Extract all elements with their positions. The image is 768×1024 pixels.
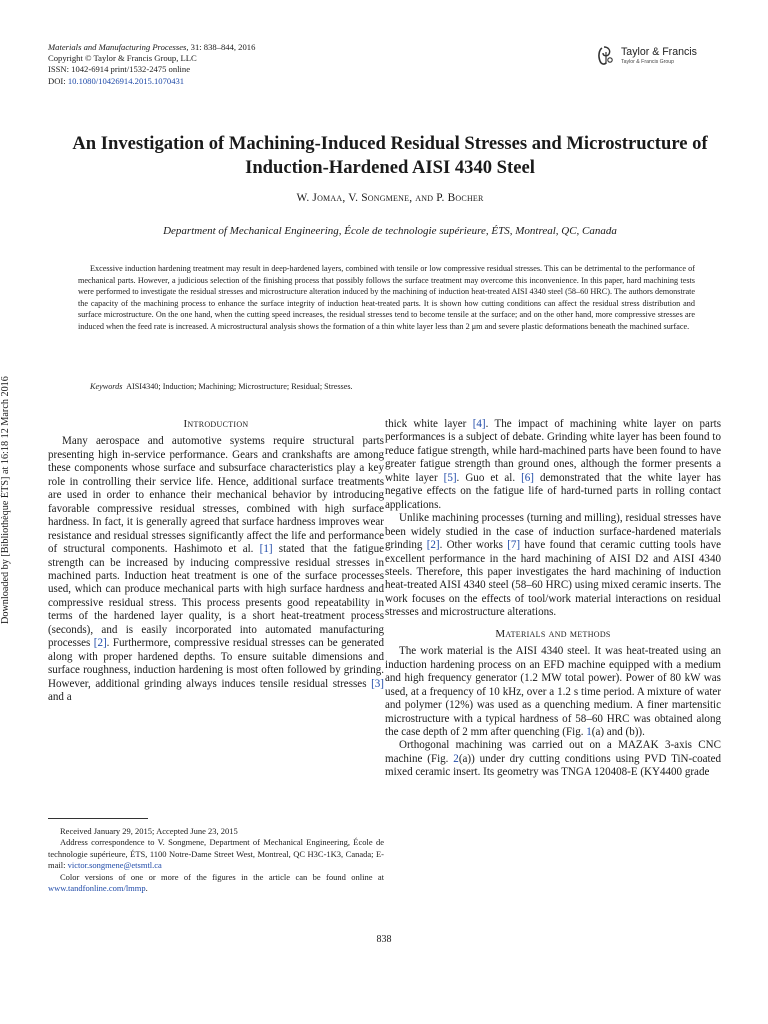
volume-pages: , 31: 838–844, 2016 (186, 42, 256, 52)
citation-link-5[interactable]: [5] (443, 471, 457, 484)
publisher-group: Taylor & Francis Group (621, 59, 675, 65)
text-run: (a)) under dry cutting conditions using PVD TiN-coated mixed ceramic insert. Its geometry was TNGA 120408-E (KY4400 grade (385, 752, 722, 779)
section-heading-introduction: Introduction (183, 418, 249, 430)
section-heading-materials: Materials and methods (495, 627, 611, 640)
abstract: Excessive induction hardening treatment may result in deep-hardened layers, combined with tensile or low compressive residual stresses. This can be detrimental to the performance of mechanical parts. However, a judicious selection of the finishing process that possibly follows the surface treatment may overcome this inconvenience. In this paper, hard machining tests were performed to investigate the residual stresses and microstructure alteration induced by the machining of induction heat-treated AISI 4340 steel (58–60 HRC). The authors demonstrate the capacity of the machining process to enhance the surface integrity of induction heat-treated parts. It is shown how cutting conditions can affect the residual stress distribution and surface microstructure. On the one hand, when the cutting speed increases, the residual stresses tend to become tensile at the surface; and on the other hand, more compressive stresses are induced when the feed rate is increased. A microstructural analysis shows the formation of a thin white layer less than 2 μm and severe plastic deformations beneath the machined surface. (78, 264, 695, 331)
text-run: thick white layer (385, 418, 473, 430)
doi-line (48, 76, 468, 87)
author-affiliation: Department of Mechanical Engineering, École de technologie supérieure, ÉTS, Montreal, QC, Canada (163, 225, 617, 237)
text-run: Orthogonal machining was carried out on a MAZAK 3-axis CNC machine (Fig. (385, 739, 721, 765)
figure-link-1[interactable]: 1 (586, 725, 592, 738)
journal-name: Materials and Manufacturing Processes (48, 42, 187, 52)
intro-paragraph-2 (385, 512, 721, 620)
journal-header (48, 42, 468, 87)
publisher-name: Taylor & Francis (621, 46, 697, 58)
issn-line: ISSN: 1042-6914 print/1532-2475 online (48, 64, 191, 75)
text-run: The work material is the AISI 4340 steel. It was heat-treated using an induction hardening process on an EFD machine equipped with a medium and high frequency generator (1.2 MW total power). Power of 80 kW was used, at a frequency of 10 kHz, over a 1.2 s time period. A mixture of water and polymer (12%) was used as a quenching medium. A finer martensitic microstructure with a typical hardness of 58–60 HRC was obtained along the case depth of 2 mm after quenching (Fig. (385, 645, 721, 738)
doi-label: DOI: (48, 75, 66, 86)
intro-paragraph (48, 435, 384, 704)
publisher-logo (594, 44, 724, 70)
copyright-line: Copyright © Taylor & Francis Group, LLC (48, 53, 197, 64)
address-text: Address correspondence to V. Songmene, Department of Mechanical Engineering, École de technologie supérieure, ÉTS, 1100 Notre-Dame Street West, Montreal, QC H3C-1K3, Canada; E-mail: (48, 837, 384, 871)
citation-link-1[interactable]: [1] (259, 543, 273, 556)
text-run: and a (48, 691, 72, 704)
text-run: Many aerospace and automotive systems require structural parts presenting high in-service performance. Gears and crankshafts are among these components whose surface and subsurface characteristics play a key role in controlling their service life. Hence, additional surface treatments are used in order to enhance their mechanical behavior by introducing favorable compressive residual stresses, combined with high surface hardness. In fact, it is generally agreed that surface hardness improves wear resistance and residual stresses significantly affect the life and performance of structural components. Hashimoto et al. (48, 435, 384, 556)
figure-link-2[interactable]: 2 (453, 752, 459, 765)
taylor-francis-logo-icon (594, 44, 616, 66)
text-run: Unlike machining processes (turning and milling), residual stresses have been widely studied in the case of induction surface-hardened materials grinding (385, 512, 721, 552)
text-run: have found that ceramic cutting tools have excellent performance in the hard machining of AISI D2 and AISI 4340 steels. Therefore, this paper investigates the hard machining of induction heat-treated AISI 4340 steel (58–60 HRC) using mixed ceramic inserts. The work focuses on the effects of tool/work material interactions on residual stresses and microstructure alterations. (385, 539, 721, 619)
section-spacer (385, 620, 721, 628)
journal-url-link[interactable]: www.tandfonline.com/lmmp (48, 883, 146, 894)
citation-link-6[interactable]: [6] (521, 471, 534, 484)
page-number: 838 (376, 934, 392, 945)
text-run: . (145, 883, 148, 894)
text-run: demonstrated that the white layer has negative effects on the fatigue life of hard-turned parts in rolling contact applications. (385, 471, 721, 511)
email-link[interactable]: victor.songmene@etsmtl.ca (67, 860, 162, 871)
download-watermark: Downloaded by [Bibliothèque ÉTS] at 16:18 12 March 2016 (0, 376, 11, 624)
article-authors: W. Jomaa, V. Songmene, and P. Bocher (296, 192, 484, 204)
doi-link[interactable]: 10.1080/10426914.2015.1070431 (67, 75, 185, 86)
citation-link-3[interactable]: [3] (371, 677, 384, 690)
article-title: An Investigation of Machining-Induced Residual Stresses and Microstructure of Induction-Hardened AISI 4340 Steel (72, 133, 708, 178)
footnotes (48, 826, 384, 894)
text-run: stated that the fatigue strength can be increased by inducing compressive residual stresses in machined parts. Induction heat treatment is one of the surface processes used, which can produce mechanical parts with high surface hardness and compressive residual stress. This process presents good repeatability in terms of the hardened layer quality, is a short heat-treatment process (seconds), and is easily incorporated into automated manufacturing processes (48, 543, 385, 650)
text-run: . Other works (439, 539, 508, 552)
text-run: . The impact of machining white layer on parts performances is a subject of debate. Grinding white layer has been found to reduce fatigue strength, while hard-machined parts have been found to have greater fatigue strength than ground ones, although the former presents a white layer (385, 418, 721, 484)
materials-paragraph (385, 645, 721, 739)
footnote-divider (48, 818, 148, 819)
keywords (90, 382, 695, 391)
journal-citation (48, 42, 468, 53)
text-run: . Furthermore, compressive residual stresses can be generated along with proper hardened depths. To ensure suitable dimensions and surface roughness, induction hardening is most often followed by grinding. However, additional grinding always induces tensile residual stresses (48, 637, 385, 690)
color-version-note (48, 872, 384, 895)
citation-link-7[interactable]: [7] (507, 539, 521, 552)
keywords-text: AISI4340; Induction; Machining; Microstructure; Residual; Stresses. (126, 382, 353, 391)
citation-link-4[interactable]: [4] (472, 418, 486, 430)
right-column (385, 418, 721, 780)
citation-link-2b[interactable]: [2] (426, 539, 440, 552)
left-column (48, 418, 384, 705)
text-run: . Guo et al. (456, 471, 522, 484)
keywords-label: Keywords (90, 382, 123, 391)
citation-link-2[interactable]: [2] (93, 637, 107, 650)
machining-paragraph (385, 739, 721, 779)
intro-paragraph-continued (385, 418, 721, 512)
color-note-text: Color versions of one or more of the figures in the article can be found online at (60, 871, 384, 882)
correspondence-note (48, 837, 384, 871)
text-run: (a) and (b)). (591, 725, 645, 738)
received-note: Received January 29, 2015; Accepted June 23, 2015 (60, 826, 238, 836)
